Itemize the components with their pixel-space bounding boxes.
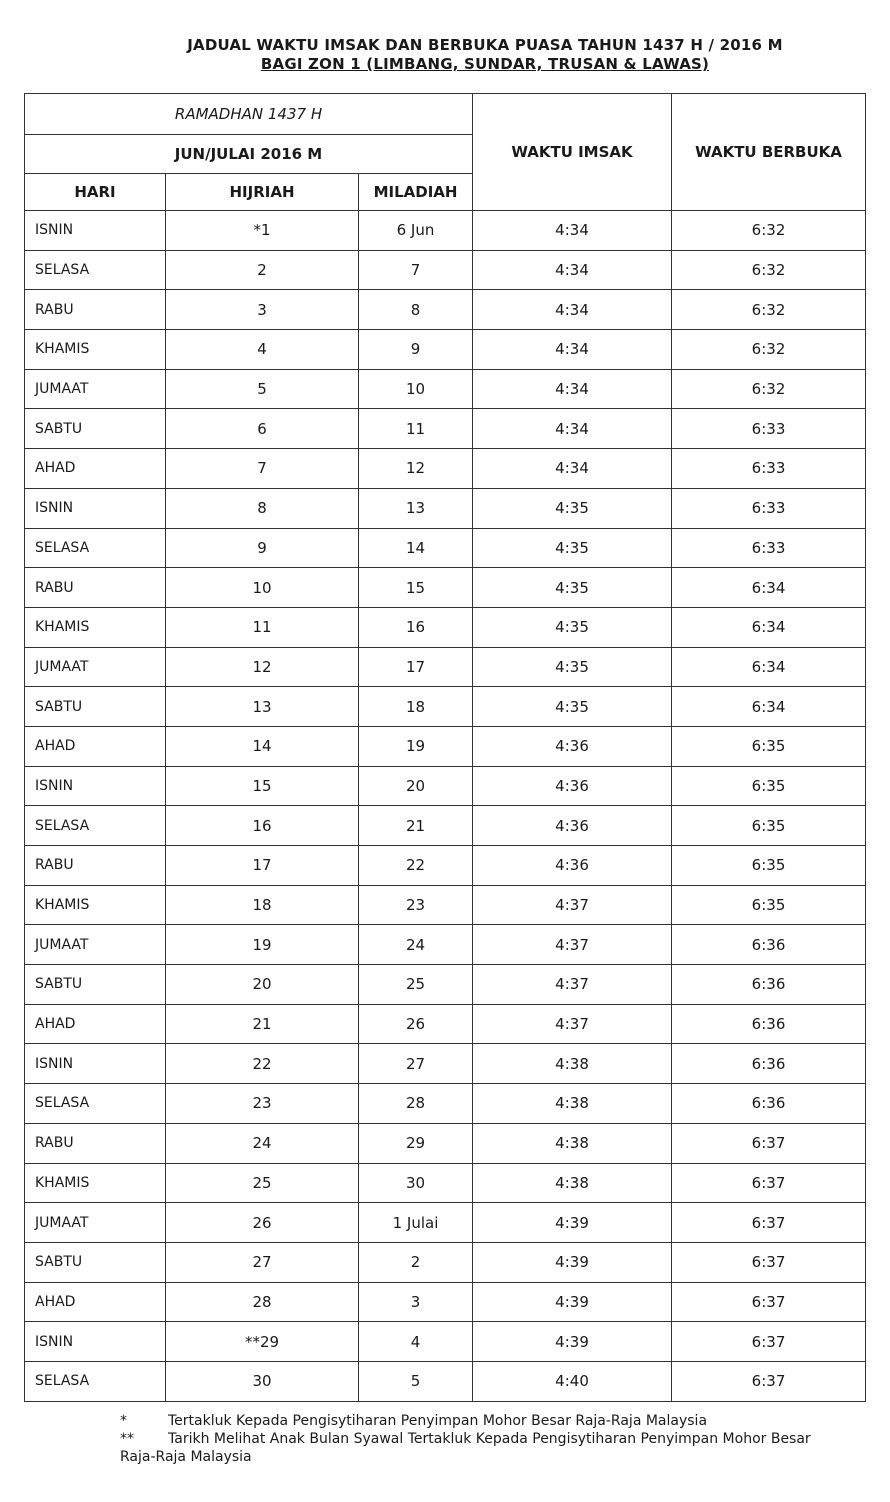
hijriah-cell: 6 <box>166 409 359 449</box>
imsak-time-cell: 4:34 <box>473 369 672 409</box>
berbuka-time-cell: 6:34 <box>672 647 866 687</box>
table-row <box>25 1044 866 1084</box>
berbuka-time-cell: 6:34 <box>672 607 866 647</box>
table-row <box>25 1361 866 1401</box>
imsak-header: WAKTU IMSAK <box>473 94 672 211</box>
hijriah-cell: 20 <box>166 965 359 1005</box>
hijriah-cell: *1 <box>166 211 359 251</box>
table-row <box>25 607 866 647</box>
miladiah-cell: 24 <box>359 925 473 965</box>
berbuka-time-cell: 6:36 <box>672 965 866 1005</box>
table-row <box>25 965 866 1005</box>
miladiah-cell: 27 <box>359 1044 473 1084</box>
imsak-time-cell: 4:36 <box>473 766 672 806</box>
hari-header: HARI <box>25 174 166 211</box>
berbuka-time-cell: 6:37 <box>672 1242 866 1282</box>
footnote-text-continued: Raja-Raja Malaysia <box>120 1449 252 1465</box>
miladiah-cell: 16 <box>359 607 473 647</box>
table-row <box>25 885 866 925</box>
hijriah-cell: 19 <box>166 925 359 965</box>
miladiah-cell: 3 <box>359 1282 473 1322</box>
berbuka-time-cell: 6:33 <box>672 488 866 528</box>
berbuka-time-cell: 6:32 <box>672 330 866 370</box>
miladiah-cell: 14 <box>359 528 473 568</box>
berbuka-time-cell: 6:33 <box>672 409 866 449</box>
miladiah-cell: 21 <box>359 806 473 846</box>
imsak-time-cell: 4:34 <box>473 250 672 290</box>
table-row <box>25 1084 866 1124</box>
miladiah-cell: 18 <box>359 687 473 727</box>
footnote-symbol: ** <box>120 1431 134 1447</box>
junjulai-header: JUN/JULAI 2016 M <box>25 135 473 174</box>
miladiah-cell: 28 <box>359 1084 473 1124</box>
berbuka-time-cell: 6:37 <box>672 1282 866 1322</box>
hijriah-cell: 28 <box>166 1282 359 1322</box>
hijriah-cell: 12 <box>166 647 359 687</box>
imsak-time-cell: 4:37 <box>473 925 672 965</box>
day-cell: SABTU <box>25 1242 166 1282</box>
day-cell: KHAMIS <box>25 885 166 925</box>
miladiah-cell: 7 <box>359 250 473 290</box>
berbuka-time-cell: 6:32 <box>672 211 866 251</box>
day-cell: RABU <box>25 290 166 330</box>
miladiah-cell: 12 <box>359 449 473 489</box>
imsak-time-cell: 4:36 <box>473 726 672 766</box>
berbuka-time-cell: 6:37 <box>672 1163 866 1203</box>
miladiah-cell: 22 <box>359 846 473 886</box>
hijriah-cell: 4 <box>166 330 359 370</box>
hijriah-cell: 17 <box>166 846 359 886</box>
berbuka-time-cell: 6:33 <box>672 449 866 489</box>
imsak-time-cell: 4:39 <box>473 1242 672 1282</box>
table-row <box>25 647 866 687</box>
imsak-time-cell: 4:34 <box>473 290 672 330</box>
hijriah-cell: 21 <box>166 1004 359 1044</box>
footnote-symbol: * <box>120 1413 127 1429</box>
table-row <box>25 568 866 608</box>
hijriah-cell: 9 <box>166 528 359 568</box>
miladiah-cell: 6 Jun <box>359 211 473 251</box>
hijriah-cell: 18 <box>166 885 359 925</box>
day-cell: SABTU <box>25 687 166 727</box>
hijriah-cell: 8 <box>166 488 359 528</box>
berbuka-time-cell: 6:36 <box>672 1084 866 1124</box>
hijriah-cell: 3 <box>166 290 359 330</box>
hijriah-cell: 14 <box>166 726 359 766</box>
table-row <box>25 1123 866 1163</box>
table-row <box>25 488 866 528</box>
miladiah-cell: 15 <box>359 568 473 608</box>
miladiah-cell: 13 <box>359 488 473 528</box>
miladiah-cell: 5 <box>359 1361 473 1401</box>
miladiah-cell: 20 <box>359 766 473 806</box>
miladiah-cell: 9 <box>359 330 473 370</box>
imsak-time-cell: 4:38 <box>473 1044 672 1084</box>
day-cell: RABU <box>25 568 166 608</box>
day-cell: SELASA <box>25 806 166 846</box>
imsak-time-cell: 4:36 <box>473 846 672 886</box>
imsak-time-cell: 4:39 <box>473 1322 672 1362</box>
hijriah-cell: 7 <box>166 449 359 489</box>
miladiah-cell: 8 <box>359 290 473 330</box>
table-row <box>25 726 866 766</box>
hijriah-cell: 30 <box>166 1361 359 1401</box>
miladiah-cell: 25 <box>359 965 473 1005</box>
hijriah-cell: 10 <box>166 568 359 608</box>
berbuka-time-cell: 6:32 <box>672 290 866 330</box>
miladiah-cell: 23 <box>359 885 473 925</box>
imsak-time-cell: 4:38 <box>473 1084 672 1124</box>
berbuka-time-cell: 6:34 <box>672 568 866 608</box>
day-cell: SELASA <box>25 528 166 568</box>
imsak-time-cell: 4:39 <box>473 1282 672 1322</box>
table-row <box>25 449 866 489</box>
table-row <box>25 1163 866 1203</box>
hijriah-cell: 26 <box>166 1203 359 1243</box>
hijriah-cell: 2 <box>166 250 359 290</box>
day-cell: ISNIN <box>25 211 166 251</box>
table-row <box>25 806 866 846</box>
berbuka-time-cell: 6:35 <box>672 885 866 925</box>
day-cell: SELASA <box>25 250 166 290</box>
berbuka-time-cell: 6:35 <box>672 806 866 846</box>
day-cell: RABU <box>25 1123 166 1163</box>
imsak-time-cell: 4:34 <box>473 449 672 489</box>
imsak-time-cell: 4:35 <box>473 528 672 568</box>
imsak-time-cell: 4:34 <box>473 409 672 449</box>
table-row <box>25 1242 866 1282</box>
day-cell: SABTU <box>25 965 166 1005</box>
day-cell: AHAD <box>25 1004 166 1044</box>
miladiah-cell: 1 Julai <box>359 1203 473 1243</box>
table-row <box>25 1004 866 1044</box>
berbuka-time-cell: 6:33 <box>672 528 866 568</box>
berbuka-time-cell: 6:32 <box>672 369 866 409</box>
day-cell: SABTU <box>25 409 166 449</box>
imsak-time-cell: 4:34 <box>473 330 672 370</box>
berbuka-time-cell: 6:35 <box>672 766 866 806</box>
imsak-time-cell: 4:38 <box>473 1123 672 1163</box>
table-row <box>25 528 866 568</box>
table-row <box>25 250 866 290</box>
imsak-time-cell: 4:34 <box>473 211 672 251</box>
hijriah-header: HIJRIAH <box>166 174 359 211</box>
day-cell: AHAD <box>25 726 166 766</box>
imsak-time-cell: 4:35 <box>473 607 672 647</box>
miladiah-cell: 10 <box>359 369 473 409</box>
imsak-time-cell: 4:37 <box>473 965 672 1005</box>
hijriah-cell: 13 <box>166 687 359 727</box>
imsak-time-cell: 4:35 <box>473 568 672 608</box>
day-cell: SELASA <box>25 1084 166 1124</box>
day-cell: KHAMIS <box>25 607 166 647</box>
footnote-1 <box>120 1412 850 1430</box>
day-cell: ISNIN <box>25 1044 166 1084</box>
hijriah-cell: 16 <box>166 806 359 846</box>
table-row <box>25 409 866 449</box>
day-cell: JUMAAT <box>25 925 166 965</box>
table-row <box>25 211 866 251</box>
berbuka-time-cell: 6:37 <box>672 1123 866 1163</box>
table-row <box>25 369 866 409</box>
miladiah-cell: 17 <box>359 647 473 687</box>
imsak-time-cell: 4:35 <box>473 687 672 727</box>
table-row <box>25 766 866 806</box>
table-row <box>25 290 866 330</box>
berbuka-time-cell: 6:35 <box>672 726 866 766</box>
hijriah-cell: 25 <box>166 1163 359 1203</box>
hijriah-cell: 23 <box>166 1084 359 1124</box>
berbuka-time-cell: 6:35 <box>672 846 866 886</box>
berbuka-time-cell: 6:37 <box>672 1322 866 1362</box>
table-row <box>25 330 866 370</box>
miladiah-cell: 11 <box>359 409 473 449</box>
day-cell: KHAMIS <box>25 330 166 370</box>
imsak-time-cell: 4:40 <box>473 1361 672 1401</box>
footnotes <box>120 1412 850 1466</box>
imsak-time-cell: 4:38 <box>473 1163 672 1203</box>
berbuka-time-cell: 6:36 <box>672 1004 866 1044</box>
berbuka-time-cell: 6:32 <box>672 250 866 290</box>
table-row <box>25 1282 866 1322</box>
footnote-text: Tertakluk Kepada Pengisytiharan Penyimpan Mohor Besar Raja-Raja Malaysia <box>168 1413 708 1429</box>
imsak-time-cell: 4:35 <box>473 488 672 528</box>
berbuka-time-cell: 6:36 <box>672 1044 866 1084</box>
hijriah-cell: 15 <box>166 766 359 806</box>
day-cell: AHAD <box>25 449 166 489</box>
imsak-time-cell: 4:36 <box>473 806 672 846</box>
table-row <box>25 925 866 965</box>
berbuka-time-cell: 6:37 <box>672 1203 866 1243</box>
day-cell: RABU <box>25 846 166 886</box>
day-cell: JUMAAT <box>25 369 166 409</box>
miladiah-header: MILADIAH <box>359 174 473 211</box>
imsak-time-cell: 4:35 <box>473 647 672 687</box>
imsak-time-cell: 4:37 <box>473 885 672 925</box>
day-cell: SELASA <box>25 1361 166 1401</box>
table-row <box>25 687 866 727</box>
berbuka-time-cell: 6:34 <box>672 687 866 727</box>
schedule-table <box>24 93 866 1402</box>
imsak-time-cell: 4:39 <box>473 1203 672 1243</box>
ramadhan-header: RAMADHAN 1437 H <box>25 94 473 135</box>
day-cell: KHAMIS <box>25 1163 166 1203</box>
miladiah-cell: 19 <box>359 726 473 766</box>
hijriah-cell: **29 <box>166 1322 359 1362</box>
day-cell: ISNIN <box>25 488 166 528</box>
hijriah-cell: 11 <box>166 607 359 647</box>
miladiah-cell: 2 <box>359 1242 473 1282</box>
document-title: JADUAL WAKTU IMSAK DAN BERBUKA PUASA TAHUN 1437 H / 2016 M <box>187 36 783 54</box>
day-cell: AHAD <box>25 1282 166 1322</box>
berbuka-header: WAKTU BERBUKA <box>672 94 866 211</box>
day-cell: JUMAAT <box>25 1203 166 1243</box>
miladiah-cell: 26 <box>359 1004 473 1044</box>
day-cell: ISNIN <box>25 1322 166 1362</box>
day-cell: ISNIN <box>25 766 166 806</box>
miladiah-cell: 30 <box>359 1163 473 1203</box>
hijriah-cell: 24 <box>166 1123 359 1163</box>
table-row <box>25 1322 866 1362</box>
zone-subtitle: BAGI ZON 1 (LIMBANG, SUNDAR, TRUSAN & LAWAS) <box>260 55 710 73</box>
footnote-text: Tarikh Melihat Anak Bulan Syawal Tertakluk Kepada Pengisytiharan Penyimpan Mohor Besar <box>168 1431 811 1447</box>
hijriah-cell: 27 <box>166 1242 359 1282</box>
table-row <box>25 1203 866 1243</box>
footnote-2 <box>120 1430 850 1448</box>
table-row <box>25 846 866 886</box>
hijriah-cell: 22 <box>166 1044 359 1084</box>
miladiah-cell: 29 <box>359 1123 473 1163</box>
hijriah-cell: 5 <box>166 369 359 409</box>
berbuka-time-cell: 6:37 <box>672 1361 866 1401</box>
day-cell: JUMAAT <box>25 647 166 687</box>
imsak-time-cell: 4:37 <box>473 1004 672 1044</box>
berbuka-time-cell: 6:36 <box>672 925 866 965</box>
miladiah-cell: 4 <box>359 1322 473 1362</box>
